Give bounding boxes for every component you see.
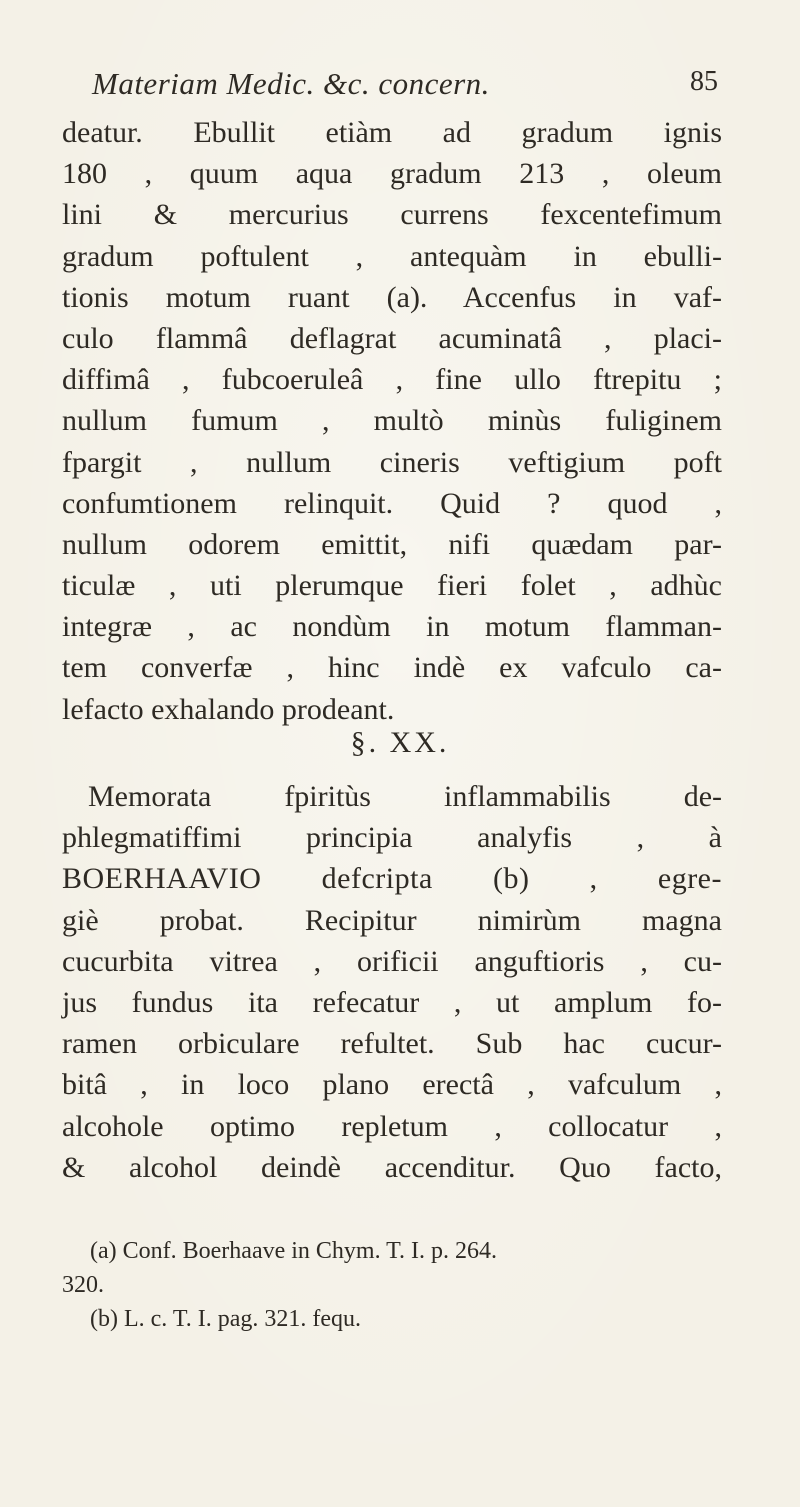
text-line: deatur. Ebullit etiàm ad gradum ignis xyxy=(62,116,722,149)
text-line: ticulæ , uti plerumque fieri folet , adhùc xyxy=(62,569,722,603)
paragraph-2 xyxy=(62,776,722,1188)
running-title: Materiam Medic. &c. concern. xyxy=(92,66,490,101)
text-line: bitâ , in loco plano erectâ , vafculum , xyxy=(62,1068,722,1102)
running-head xyxy=(92,66,718,106)
text-line: lefacto exhalando prodeant. xyxy=(62,692,395,726)
text-line: lini & mercurius currens fexcentefimum xyxy=(62,198,722,232)
text-line: tionis motum ruant (a). Accenfus in vaf- xyxy=(62,280,722,314)
text-line: integræ , ac nondùm in motum flamman- xyxy=(62,610,722,644)
text-line: jus fundus ita refecatur , ut amplum fo- xyxy=(62,985,722,1019)
text-line: giè probat. Recipitur nimirùm magna xyxy=(62,903,722,937)
text-line: confumtionem relinquit. Quid ? quod , xyxy=(62,486,722,520)
paragraph-1 xyxy=(62,112,722,730)
text-line: gradum poftulent , antequàm in ebulli- xyxy=(62,239,722,273)
text-line: culo flammâ deflagrat acuminatâ , placi- xyxy=(62,321,722,355)
text-line: 180 , quum aqua gradum 213 , oleum xyxy=(62,157,722,191)
text-line: fpargit , nullum cineris veftigium poft xyxy=(62,445,722,479)
text-line: phlegmatiffimi principia analyfis , à xyxy=(62,821,722,855)
text-line: & alcohol deindè accenditur. Quo facto, xyxy=(62,1150,722,1184)
text-line: tem converfæ , hinc indè ex vafculo ca- xyxy=(62,651,722,685)
footnotes xyxy=(62,1234,732,1336)
text-line: Memorata fpiritùs inflammabilis de- xyxy=(88,780,722,813)
text-line: BOERHAAVIO defcripta (b) , egre- xyxy=(62,862,722,896)
footnote-a: (a) Conf. Boerhaave in Chym. T. I. p. 264. xyxy=(90,1238,498,1264)
text-line: nullum odorem emittit, nifi quædam par- xyxy=(62,527,722,561)
footnote-b: (b) L. c. T. I. pag. 321. fequ. xyxy=(90,1306,362,1332)
text-line: ramen orbiculare refultet. Sub hac cucur- xyxy=(62,1027,722,1061)
text-line: nullum fumum , multò minùs fuliginem xyxy=(62,404,722,438)
footnote-a-continuation: 320. xyxy=(62,1272,104,1298)
text-line: diffimâ , fubcoeruleâ , fine ullo ftrepitu ; xyxy=(62,363,722,397)
text-line: cucurbita vitrea , orificii anguftioris , cu- xyxy=(62,944,722,978)
section-heading: §. XX. xyxy=(350,726,450,759)
page-number: 85 xyxy=(690,66,718,97)
text-line: alcohole optimo repletum , collocatur , xyxy=(62,1109,722,1143)
